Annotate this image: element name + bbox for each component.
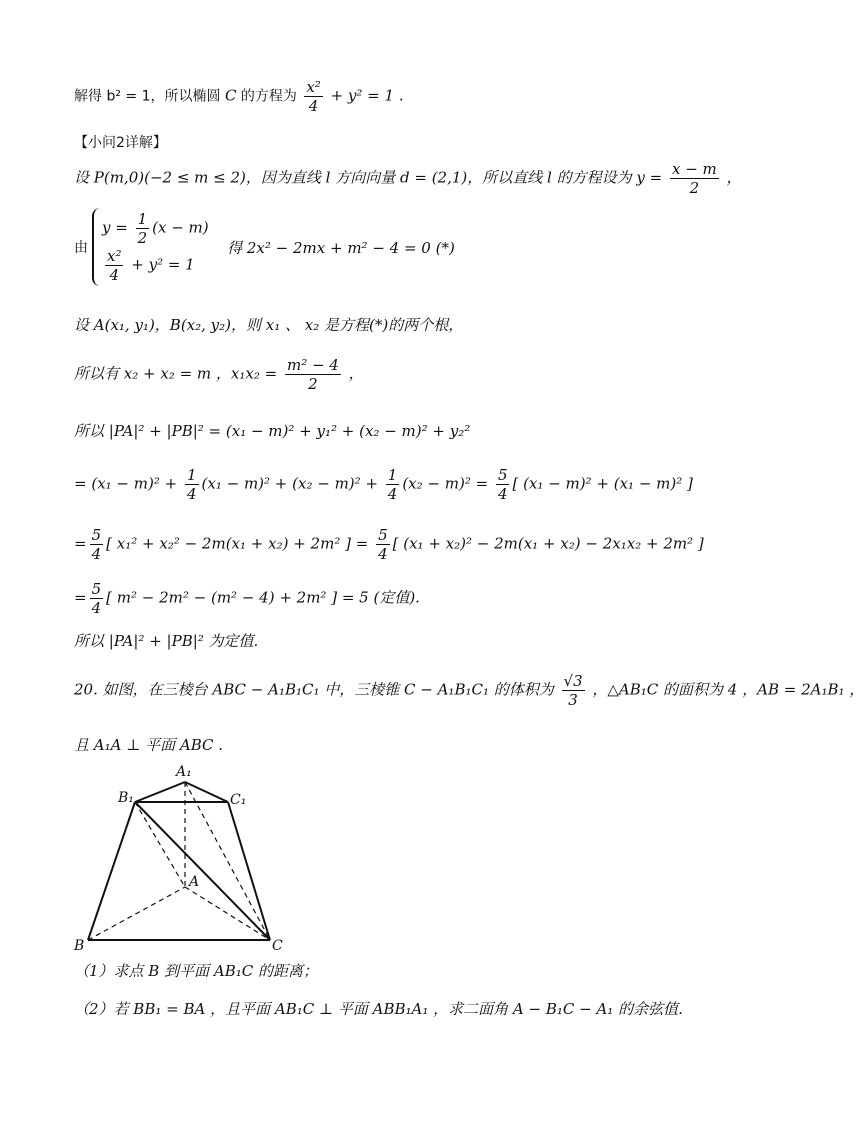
line-5: 设 A(x₁, y₁)，B(x₂, y₂)，则 x₁ 、 x₂ 是方程(*)的两个根，: [74, 316, 464, 334]
equation-system: y = $\frac{1}{2}$ (x − m) $\frac{\text{x²}}{4}$ + y² = 1: [92, 208, 209, 286]
line-9: = $\frac{5}{4}$ [ x₁² + x₂² − 2m(x₁ + x₂) + 2m² ] = $\frac{5}{4}$ [ (x₁ + x₂)² − 2m(x₁ + x₂) − 2x₁x₂ + 2m² ]: [74, 526, 704, 563]
edge-B1A1: [135, 782, 185, 802]
question-2: （2）若 BB₁ = BA ，且平面 AB₁C ⊥ 平面 ABB₁A₁ ，求二面角 A − B₁C − A₁ 的余弦值.: [74, 1000, 683, 1018]
line-3: 设 P(m,0)(−2 ≤ m ≤ 2)，因为直线 l 方向向量 d = (2,1)，所以直线 l 的方程设为 y = $\frac{x - m}{2}$ ，: [74, 160, 742, 197]
problem-20-condition: 且 A₁A ⊥ 平面 ABC .: [74, 736, 224, 754]
label-A: A: [189, 874, 200, 890]
edge-BB1: [88, 802, 135, 940]
label-B: B: [74, 938, 85, 954]
question-1: （1）求点 B 到平面 AB₁C 的距离；: [74, 962, 318, 980]
fraction: $\frac{\text{x²}}{4}$: [306, 78, 321, 115]
line-1: 解得 b² = 1，所以椭圆 C 的方程为 $\frac{\text{x²}}{4}$ + y² = 1 .: [74, 78, 404, 115]
line-8: = (x₁ − m)² + $\frac{1}{4}$ (x₁ − m)² + (x₂ − m)² + $\frac{1}{4}$ (x₂ − m)² = $\frac{5}{4}$ [ (x₁ − m)² + (x₁ − m)² ]: [74, 466, 693, 503]
fraction: $\frac{\text{m² − 4}}{2}$: [286, 356, 339, 393]
label-A1: A₁: [176, 764, 192, 780]
line-10: = $\frac{5}{4}$ [ m² − 2m² − (m² − 4) + 2m² ] = 5 (定值).: [74, 580, 420, 617]
line-7: 所以 |PA|² + |PB|² = (x₁ − m)² + y₁² + (x₂ − m)² + y₂²: [74, 422, 471, 440]
line-11: 所以 |PA|² + |PB|² 为定值.: [74, 632, 259, 650]
equation-system-line: 由 y = $\frac{1}{2}$ (x − m) $\frac{\text{x²}}{4}$ + y² = 1 得 2x² − 2mx + m² − 4 = 0 (*): [74, 210, 455, 284]
edge-A1C1: [185, 782, 228, 802]
label-C: C: [272, 938, 283, 954]
line-6: 所以有 x₂ + x₂ = m ，x₁x₂ = $\frac{\text{m² − 4}}{2}$ ，: [74, 356, 364, 393]
fraction: $\frac{x - m}{2}$: [671, 160, 717, 197]
problem-20: 20. 如图，在三棱台 ABC − A₁B₁C₁ 中，三棱锥 C − A₁B₁C₁ 的体积为 $\frac{√3}{3}$ ，△AB₁C 的面积为 4 ，AB = 2A₁B₁ ，: [74, 672, 864, 709]
label-C1: C₁: [230, 792, 247, 808]
label-B1: B₁: [118, 790, 134, 806]
section-heading: 【小问2详解】: [74, 135, 167, 151]
frustum-figure: [60, 760, 320, 960]
fraction: $\frac{√3}{3}$: [563, 672, 583, 709]
edge-A1C: [185, 782, 270, 940]
